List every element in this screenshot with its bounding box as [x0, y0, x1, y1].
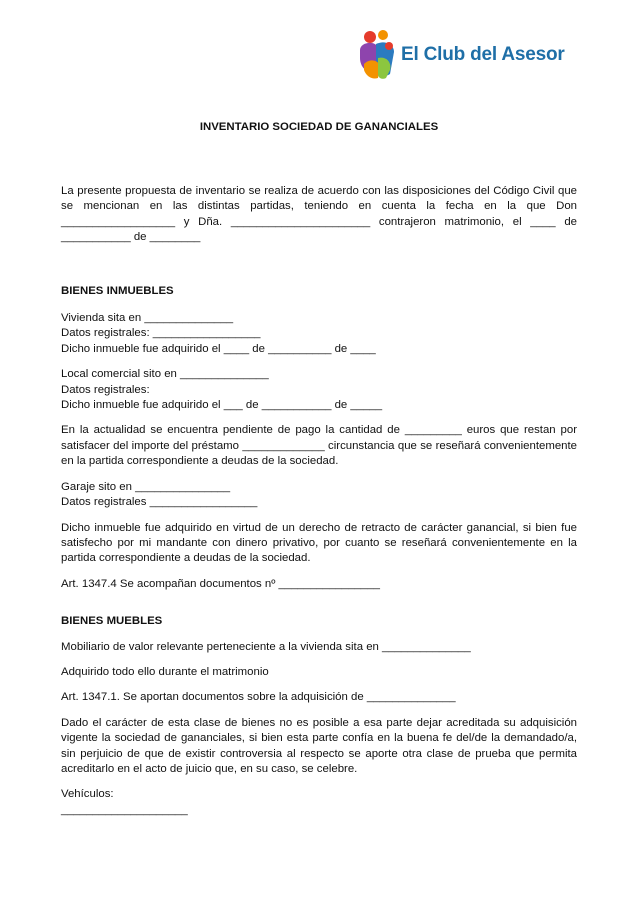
logo: [356, 28, 578, 82]
vivienda-line-2: Datos registrales: _________________: [61, 327, 261, 340]
retracto-paragraph: Dicho inmueble fue adquirido en virtud de un derecho de retracto de carácter ganancial, si bien fue satisfecho por mi mandante con dinero privativo, por cuanto se reseñará convenientemente en la partida correspondiente a deudas de la sociedad.: [61, 521, 577, 565]
prestamo-paragraph: En la actualidad se encuentra pendiente de pago la cantidad de _________ euros que restan por satisfacer del importe del préstamo _____________ circunstancia que se reseñará convenientemente en la partida correspondiente a deudas de la sociedad.: [61, 424, 577, 468]
dado-paragraph: Dado el carácter de esta clase de bienes no es posible a esa parte dejar acreditada su adquisición vigente la sociedad de gananciales, si bien esta parte confía en la buena fe del/de la demandado/a, sin perjuicio de que de existir controversia al respecto se aporte otra clase de prueba que permita acreditarlo en el acto de juicio que, en su caso, se celebre.: [61, 716, 577, 775]
garaje-line-2: Datos registrales _________________: [61, 496, 258, 509]
section-heading-muebles: BIENES MUEBLES: [61, 615, 163, 628]
local-line-2: Datos registrales:: [61, 383, 150, 396]
art-1347-4: Art. 1347.4 Se acompañan documentos nº ________________: [61, 577, 380, 590]
vivienda-line-1: Vivienda sita en ______________: [61, 312, 234, 325]
garaje-line-1: Garaje sito en _______________: [61, 480, 231, 493]
document-title: INVENTARIO SOCIEDAD DE GANANCIALES: [199, 121, 439, 133]
document-body: [61, 184, 577, 818]
local-line-3: Dicho inmueble fue adquirido el ___ de ___________ de _____: [61, 399, 383, 412]
local-line-1: Local comercial sito en ______________: [61, 368, 269, 381]
mobiliario-line: Mobiliario de valor relevante perteneciente a la vivienda sita en ______________: [61, 640, 471, 653]
art-1347-1: Art. 1347.1. Se aportan documentos sobre la adquisición de ______________: [61, 691, 456, 704]
section-heading-inmuebles: BIENES INMUEBLES: [61, 284, 174, 297]
club-asesor-logo-icon: [356, 28, 400, 82]
vivienda-line-3: Dicho inmueble fue adquirido el ____ de __________ de ____: [61, 342, 376, 355]
adquirido-line: Adquirido todo ello durante el matrimonio: [61, 665, 269, 678]
logo-text: El Club del Asesor: [401, 44, 565, 65]
vehiculos-label: Vehículos:: [61, 788, 114, 801]
intro-paragraph: La presente propuesta de inventario se realiza de acuerdo con las disposiciones del Código Civil que se mencionan en las distintas partidas, teniendo en cuenta la fecha en la que Don __________________ y Dña. ______________________ contrajeron matrimonio, el ____ de ___________ de ________: [61, 185, 577, 244]
vehiculos-blank: ____________________: [61, 803, 188, 816]
